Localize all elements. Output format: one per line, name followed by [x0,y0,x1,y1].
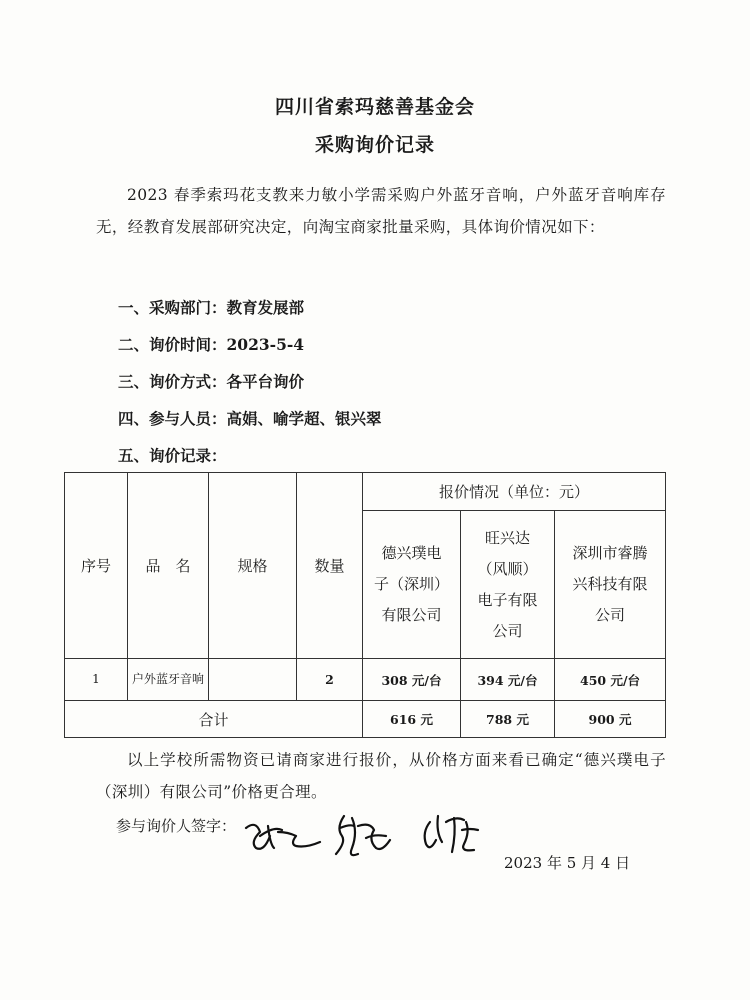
signature-3 [425,816,478,852]
vendor-3-line-2: 兴科技有限 [572,575,648,593]
vendor-2-line-4: 公司 [492,621,523,640]
header-quote: 报价情况（单位：元） [363,473,666,511]
org-title: 四川省索玛慈善基金会 [274,96,475,118]
header-spec: 规格 [209,473,297,659]
row-qty: 2 [297,659,363,701]
vendor-3-line-3: 公司 [595,606,626,624]
item-inquiry-time: 二、询价时间：2023-5-4 [118,335,305,354]
row-spec [209,659,297,701]
inquiry-table [64,472,666,738]
item-inquiry-method: 三、询价方式：各平台询价 [118,372,305,391]
item-department: 一、采购部门：教育发展部 [118,298,305,317]
total-2: 788 元 [461,701,555,738]
total-3: 900 元 [555,701,666,738]
row-name: 户外蓝牙音响 [128,659,209,701]
header-seq: 序号 [65,473,128,659]
signature-1 [246,825,320,849]
vendor-2-line-1: 旺兴达 [484,528,530,547]
table-row [65,659,666,701]
item-participants: 四、参与人员：高娟、喻学超、银兴翠 [118,409,382,428]
vendor-1-line-2: 子（深圳） [373,575,449,593]
sign-label: 参与询价人签字： [116,817,237,835]
vendor-1-line-1: 德兴璞电 [381,544,442,562]
vendor-3 [555,511,666,659]
signature-2 [336,816,390,855]
row-seq: 1 [65,659,128,701]
vendor-2 [461,511,555,659]
vendor-2-line-2: （风顺） [477,559,538,578]
doc-title: 采购询价记录 [314,134,435,156]
handwritten-signatures [240,808,540,868]
row-price-3: 450 元/台 [555,659,666,701]
vendor-1 [363,511,461,659]
vendor-2-line-3: 电子有限 [477,590,538,609]
header-qty: 数量 [297,473,363,659]
row-price-2: 394 元/台 [461,659,555,701]
total-1: 616 元 [363,701,461,738]
total-label: 合计 [65,701,363,738]
header-name: 品 名 [128,473,209,659]
vendor-3-line-1: 深圳市睿腾 [572,544,648,562]
closing-paragraph: 以上学校所需物资已请商家进行报价，从价格方面来看已确定“德兴璞电子（深圳）有限公司”价格更合理。 [96,751,666,801]
item-inquiry-record: 五、询价记录： [118,446,227,465]
total-row [65,701,666,738]
vendor-1-line-3: 有限公司 [381,606,442,624]
row-price-1: 308 元/台 [363,659,461,701]
signature-date: 2023 年 5 月 4 日 [504,854,631,872]
intro-paragraph: 2023 春季索玛花支教来力敏小学需采购户外蓝牙音响，户外蓝牙音响库存无，经教育发展部研究决定，向淘宝商家批量采购，具体询价情况如下： [96,186,666,236]
